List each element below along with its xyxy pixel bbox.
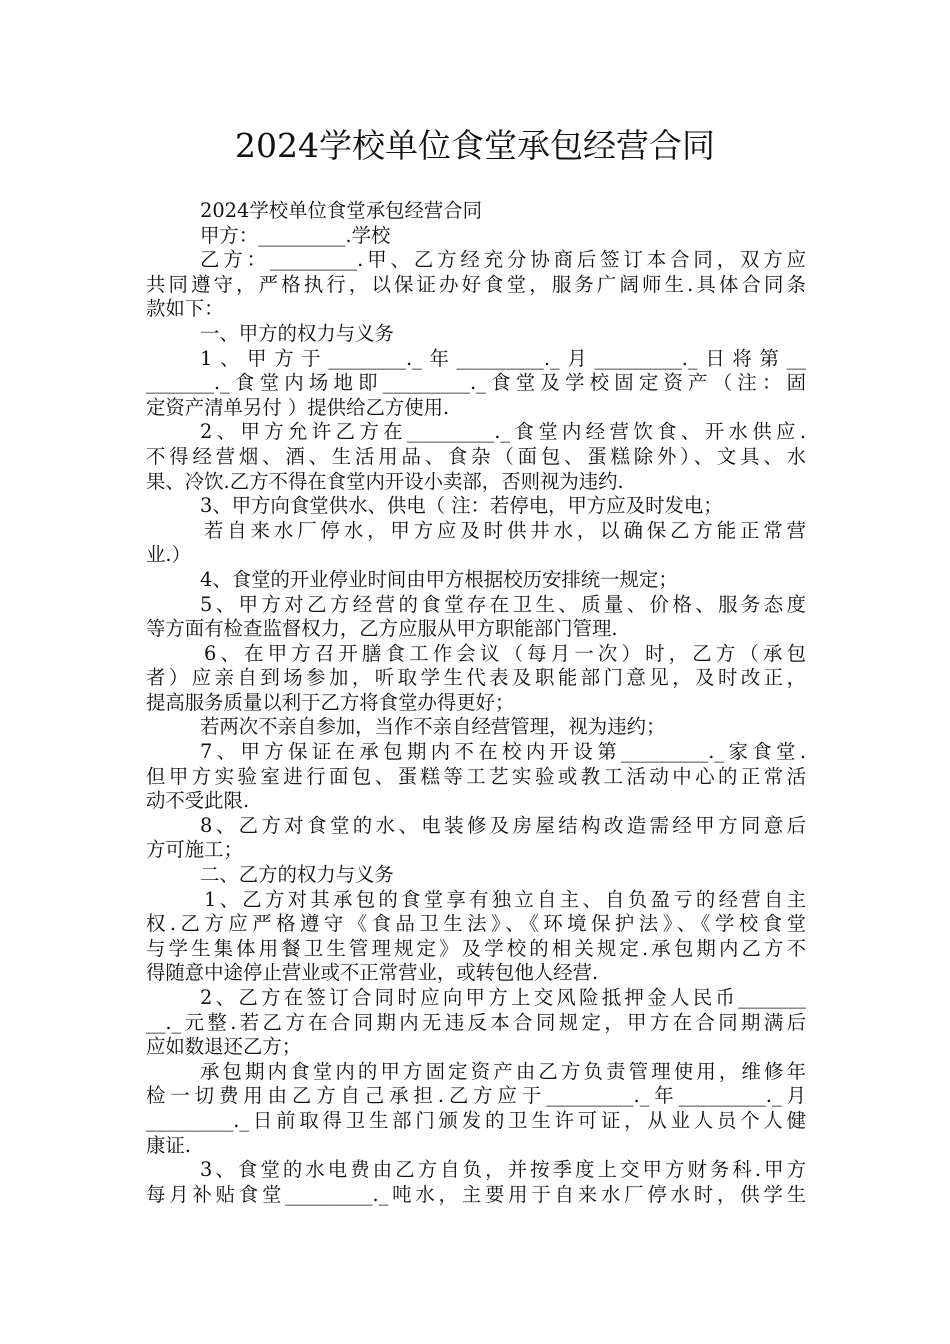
paragraph-line: 8、乙方对食堂的水、电装修及房屋结构改造需经甲方同意后 (200, 813, 806, 837)
paragraph-line: 者）应亲自到场参加，听取学生代表及职能部门意见，及时改正， (146, 666, 806, 690)
paragraph-line: 业.） (146, 543, 191, 567)
paragraph-line: 甲方：_________.学校 (200, 223, 391, 247)
paragraph-line: 4、食堂的开业停业时间由甲方根据校历安排统一规定； (200, 567, 678, 591)
paragraph-line: 等方面有检查监督权力，乙方应服从甲方职能部门管理. (146, 617, 618, 641)
paragraph-line: 得随意中途停止营业或不正常营业，或转包他人经营. (146, 961, 599, 985)
paragraph-line: 2、甲方允许乙方在_________._食堂内经营饮食、开水供应. (200, 420, 806, 444)
paragraph-line: 动不受此限. (146, 789, 250, 813)
paragraph-line: 一、甲方的权力与义务 (200, 321, 394, 345)
paragraph-line: 2024学校单位食堂承包经营合同 (200, 199, 483, 222)
document-body (146, 199, 806, 1207)
paragraph-line: 7、甲方保证在承包期内不在校内开设第_________._家食堂. (200, 740, 806, 764)
paragraph-line: 3、食堂的水电费由乙方自负，并按季度上交甲方财务科.甲方 (200, 1158, 806, 1182)
paragraph-line: 3、甲方向食堂供水、供电（ 注：若停电，甲方应及时发电； (200, 494, 723, 518)
paragraph-line: 定资产清单另付 ）提供给乙方使用. (146, 395, 450, 419)
paragraph-line: _________._日前取得卫生部门颁发的卫生许可证，从业人员个人健 (146, 1108, 806, 1132)
paragraph-line: 检一切费用由乙方自己承担.乙方应于_________._年_________._月 (146, 1084, 806, 1108)
paragraph-line: 提高服务质量以利于乙方将食堂办得更好； (146, 690, 515, 714)
paragraph-line: 若两次不亲自参加，当作不亲自经营管理，视为违约； (200, 715, 666, 739)
paragraph-line: 若自来水厂停水，甲方应及时供井水，以确保乙方能正常营 (204, 518, 806, 542)
paragraph-line: 康证. (146, 1133, 191, 1157)
paragraph-line: 每月补贴食堂_________._吨水，主要用于自来水厂停水时，供学生 (146, 1182, 806, 1206)
paragraph-line: 6、在甲方召开膳食工作会议（每月一次）时，乙方（承包 (204, 641, 806, 665)
paragraph-line: 应如数退还乙方； (146, 1035, 302, 1059)
paragraph-line: 但甲方实验室进行面包、蛋糕等工艺实验或教工活动中心的正常活 (146, 764, 806, 788)
paragraph-line: 5、甲方对乙方经营的食堂存在卫生、质量、价格、服务态度 (200, 592, 806, 616)
paragraph-line: 承包期内食堂内的甲方固定资产由乙方负责管理使用，维修年 (200, 1059, 806, 1083)
paragraph-line: 方可施工； (146, 838, 243, 862)
paragraph-line: __._元整.若乙方在合同期内无违反本合同规定，甲方在合同期满后 (146, 1010, 806, 1034)
paragraph-line: 1、甲方于________._年_________._月_________._日将第__ (200, 346, 806, 370)
paragraph-line: 与学生集体用餐卫生管理规定》及学校的相关规定.承包期内乙方不 (146, 936, 806, 960)
paragraph-line: 二、乙方的权力与义务 (200, 863, 394, 887)
document-title: 2024学校单位食堂承包经营合同 (235, 126, 715, 165)
paragraph-line: 2、乙方在签订合同时应向甲方上交风险抵押金人民币_______ (200, 986, 806, 1009)
paragraph-line: _______._食堂内场地即_________._食堂及学校固定资产（注：固 (146, 371, 806, 395)
paragraph-line: 权.乙方应严格遵守《食品卫生法》、《环境保护法》、《学校食堂 (146, 912, 806, 936)
paragraph-line: 1、乙方对其承包的食堂享有独立自主、自负盈亏的经营自主 (204, 887, 806, 911)
paragraph-line: 款如下： (146, 297, 224, 321)
paragraph-line: 乙方：_________.甲、乙方经充分协商后签订本合同，双方应 (200, 248, 806, 272)
paragraph-line: 果、冷饮.乙方不得在食堂内开设小卖部，否则视为违约. (146, 469, 624, 493)
paragraph-line: 不得经营烟、酒、生活用品、食杂（面包、蛋糕除外）、文具、水 (146, 444, 806, 468)
paragraph-line: 共同遵守，严格执行，以保证办好食堂，服务广阔师生.具体合同条 (146, 272, 806, 296)
